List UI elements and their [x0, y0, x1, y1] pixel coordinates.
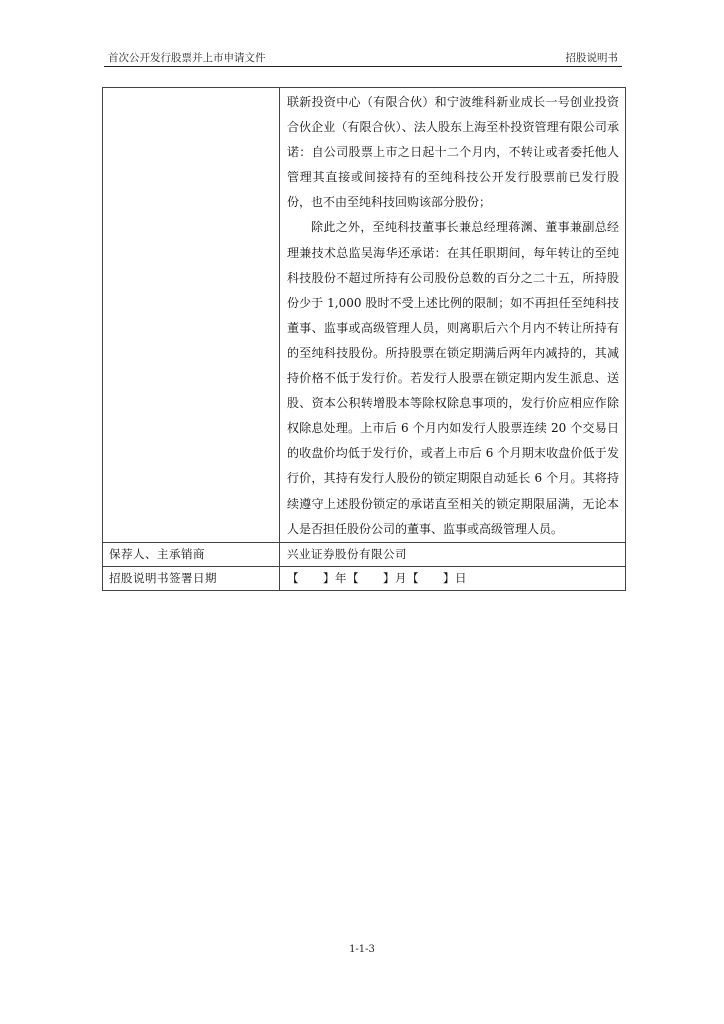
- header-divider: [104, 66, 622, 67]
- sponsor-value: 兴业证券股份有限公司: [287, 546, 407, 561]
- signing-date-label: 招股说明书签署日期: [109, 570, 217, 585]
- table-row-commitments: [103, 88, 626, 543]
- signing-date-value: 【 】年【 】月【 】日: [287, 570, 467, 585]
- header-document-title: 首次公开发行股票并上市申请文件: [108, 52, 266, 64]
- sponsor-value-cell: [280, 542, 626, 566]
- sponsor-label: 保荐人、主承销商: [109, 546, 205, 561]
- table-row-sponsor: [103, 542, 626, 566]
- commitment-text-cell: [280, 88, 626, 543]
- commitment-paragraph-2: 除此之外，至纯科技董事长兼总经理蒋渊、董事兼副总经理兼技术总监吴海华还承诺：在其任职期间，每年转让的至纯科技股份不超过所持有公司股份总数的百分之二十五，所持股份少于 1,000 股时不受上述比例的限制；如不再担任至纯科技董事、监事或高级管理人员，则离职后六个月内不转让所持有的至纯科技股份。所持股票在锁定期满后两年内减持的，其减持价格不低于发行价。若发行人股票在锁定期内发生派息、送股、资本公积转增股本等除权除息事项的，发行价应相应作除权除息处理。上市后 6 个月内如发行人股票连续 20 个交易日的收盘价均低于发行价，或者上市后 6 个月期末收盘价低于发行价，其持有发行人股份的锁定期限自动延长 6 个月。其将持续遵守上述股份锁定的承诺直至相关的锁定期限届满，无论本人是否担任股份公司的董事、监事或高级管理人员。: [287, 220, 619, 536]
- signing-date-label-cell: [103, 566, 280, 590]
- commitment-paragraph-1: 联新投资中心（有限合伙）和宁波维科新业成长一号创业投资合伙企业（有限合伙）、法人股东上海至朴投资管理有限公司承诺：自公司股票上市之日起十二个月内，不转让或者委托他人管理其直接或间接持有的至纯科技公开发行股票前已发行股份，也不由至纯科技回购该部分股份；: [287, 95, 619, 210]
- sponsor-label-cell: [103, 542, 280, 566]
- header-section-title: 招股说明书: [565, 52, 618, 64]
- signing-date-value-cell: [280, 566, 626, 590]
- empty-label-cell: [103, 88, 280, 543]
- commitment-text: [280, 88, 625, 542]
- table-row-signing-date: [103, 566, 626, 590]
- info-table: [102, 87, 626, 591]
- page-number: 1-1-3: [349, 944, 375, 955]
